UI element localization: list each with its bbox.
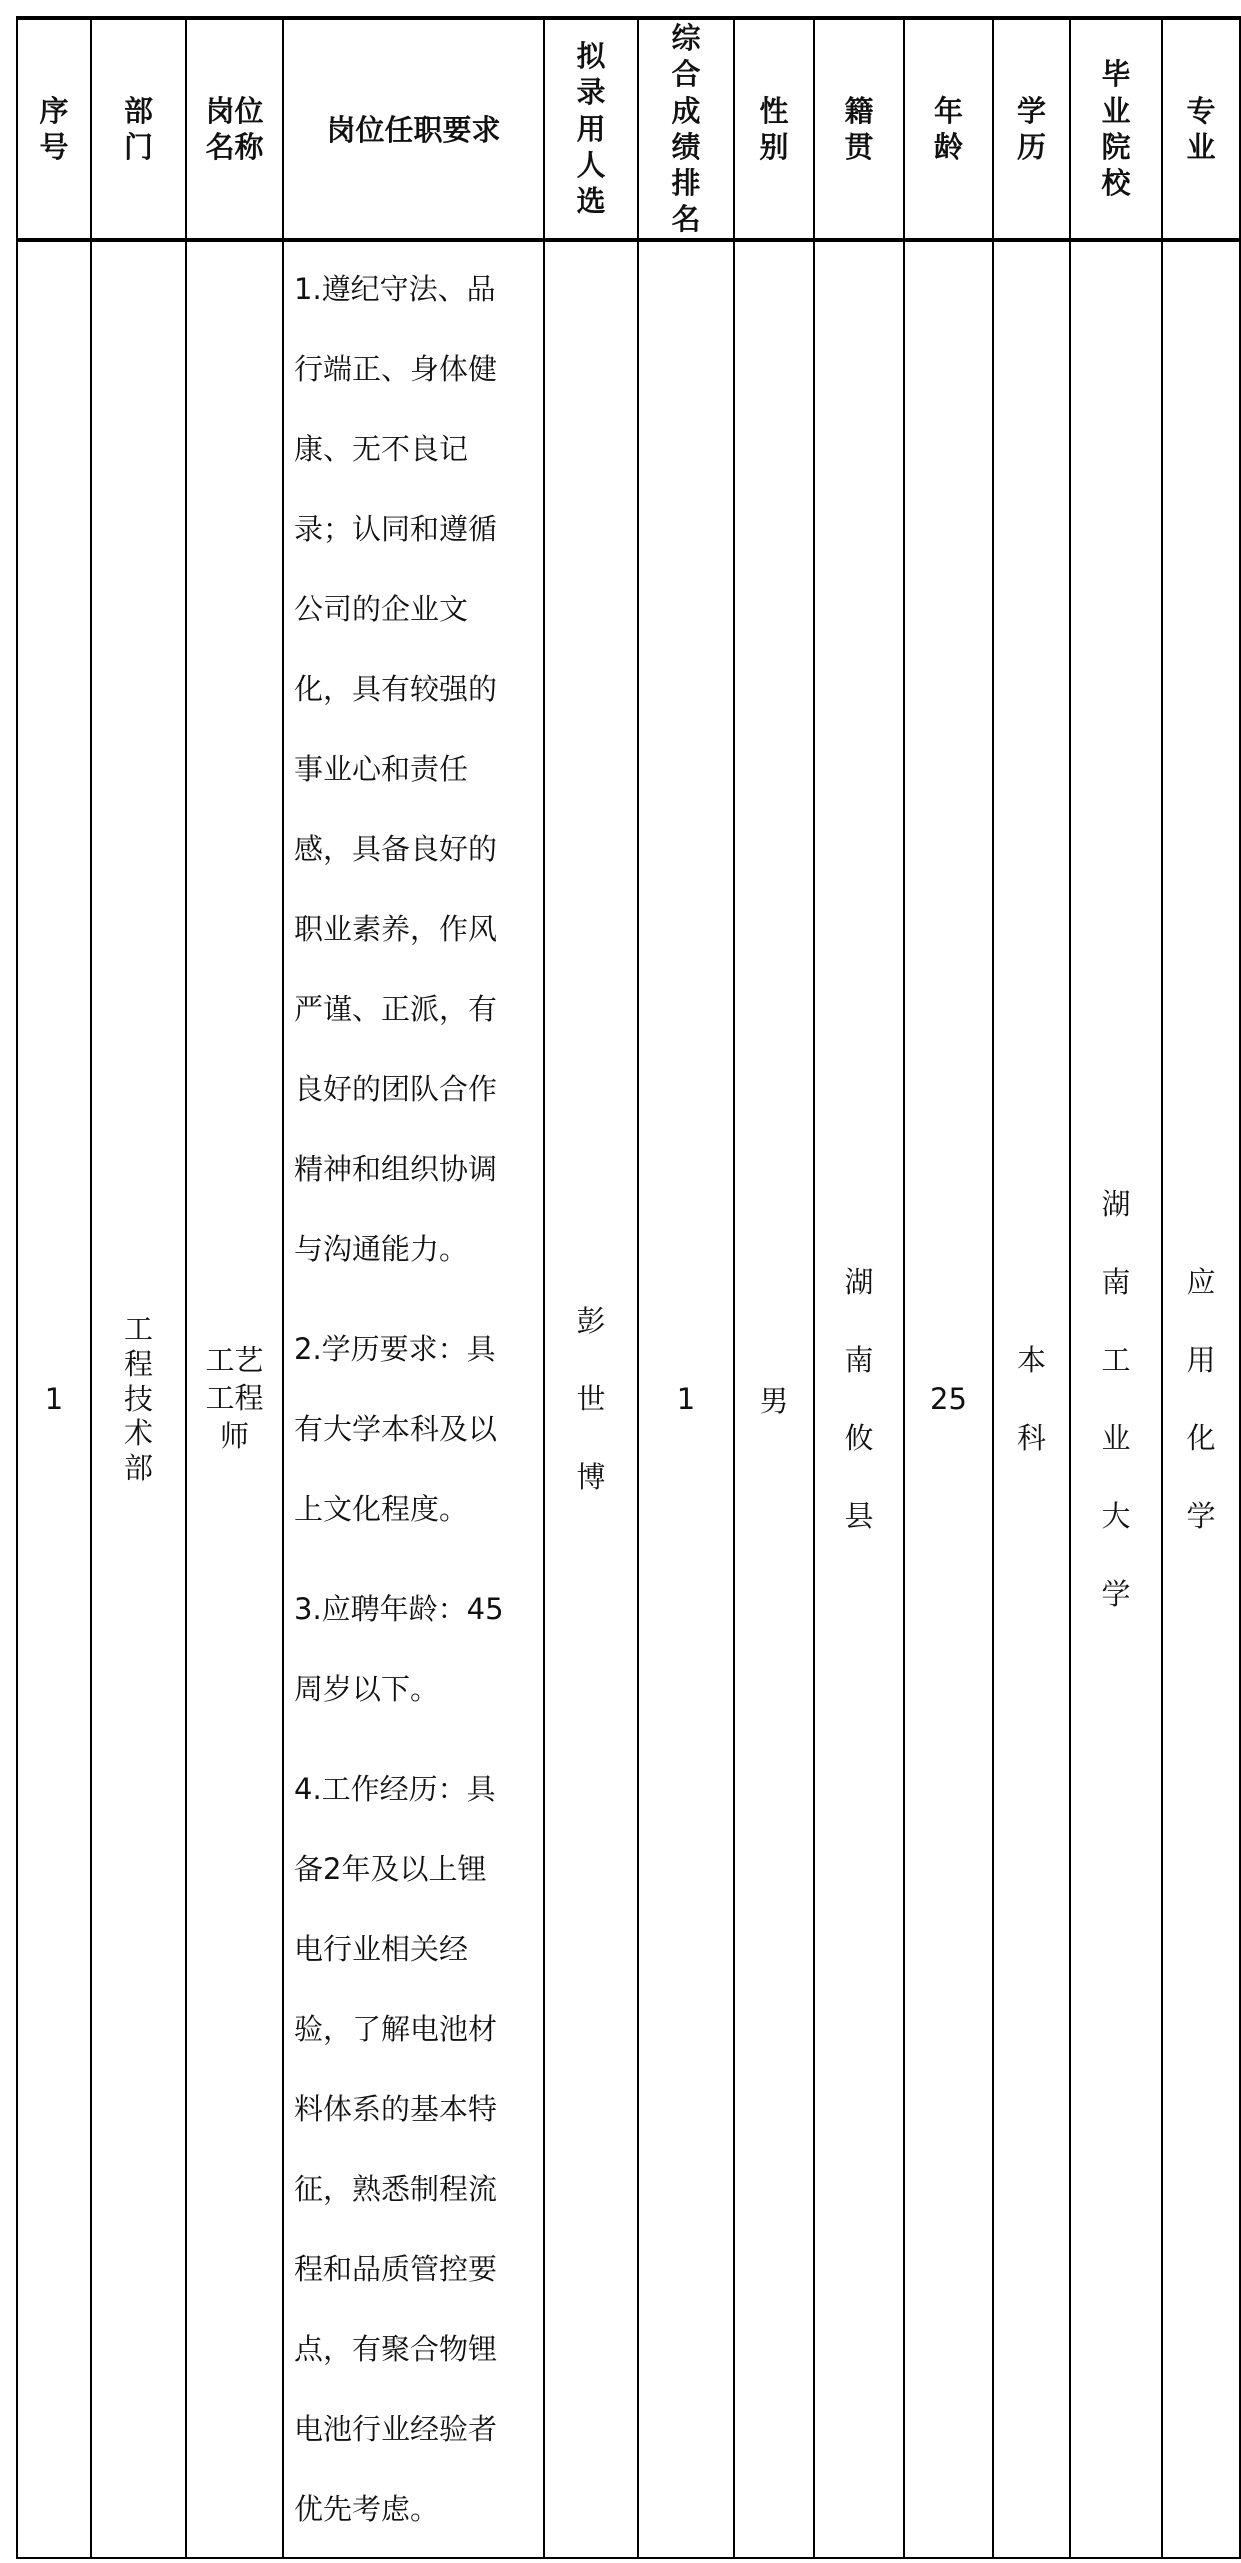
requirement-item: 3.应聘年龄：45周岁以下。 [294,1592,504,1706]
header-hometown: 籍贯 [814,18,904,240]
cell-rank: 1 [638,240,734,2558]
cell-gender: 男 [734,240,814,2558]
candidate-table [16,16,1241,2559]
header-education: 学历 [993,18,1070,240]
header-requirements: 岗位任职要求 [283,18,544,240]
cell-department: 工程技术部 [91,240,186,2558]
cell-age: 25 [904,240,993,2558]
header-major: 专业 [1162,18,1240,240]
header-row [17,18,1240,240]
header-rank: 综合成绩排名 [638,18,734,240]
header-gender: 性别 [734,18,814,240]
header-position: 岗位名称 [186,18,283,240]
requirement-item: 4.工作经历：具备2年及以上锂电行业相关经验，了解电池材料体系的基本特征，熟悉制程流程和品质管控要点，有聚合物锂电池行业经验者优先考虑。 [294,1772,498,2526]
cell-index: 1 [17,240,91,2558]
cell-major: 应用化学 [1162,240,1240,2558]
header-age: 年龄 [904,18,993,240]
header-department: 部门 [91,18,186,240]
header-school: 毕业院校 [1070,18,1162,240]
cell-school: 湖南工业大学 [1070,240,1162,2558]
requirement-item: 2.学历要求：具有大学本科及以上文化程度。 [294,1332,498,1526]
cell-position: 工艺工程师 [186,240,283,2558]
table-row [17,240,1240,2558]
cell-requirements [283,240,544,2558]
requirement-item: 1.遵纪守法、品行端正、身体健康、无不良记录；认同和遵循公司的企业文化，具有较强的事业心和责任感，具备良好的职业素养，作风严谨、正派，有良好的团队合作精神和组织协调与沟通能力。 [294,272,498,1266]
header-candidate: 拟录用人选 [544,18,638,240]
header-index: 序号 [17,18,91,240]
cell-education: 本科 [993,240,1070,2558]
cell-hometown: 湖南攸县 [814,240,904,2558]
cell-candidate: 彭世博 [544,240,638,2558]
